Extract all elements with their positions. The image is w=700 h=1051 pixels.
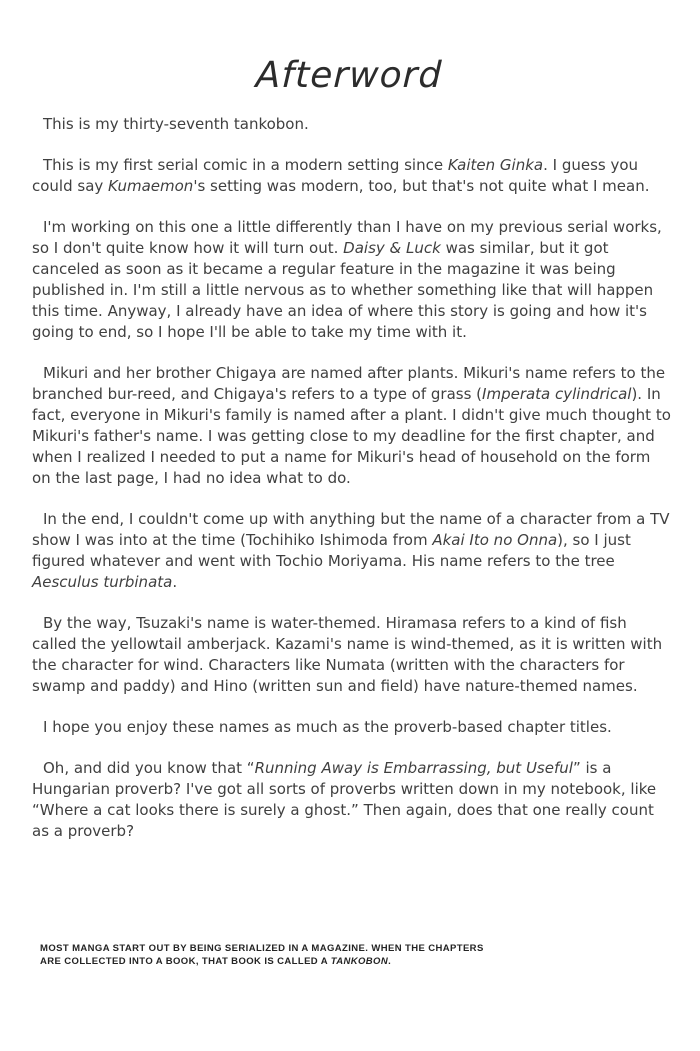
- paragraph: [32, 613, 672, 697]
- italic-title-text: Akai Ito no Onna: [432, 531, 558, 549]
- italic-title-text: Aesculus turbinata: [32, 573, 173, 591]
- body-text: By the way, Tsuzaki's name is water-themed. Hiramasa refers to a kind of fish called the yellowtail amberjack. Kazami's name is wind-themed, as it is written with the character for wind. Characters like Numata (written with the characters for swamp and paddy) and Hino (written sun and field) have nature-themed names.: [32, 614, 663, 695]
- footnote: [40, 942, 500, 968]
- afterword-paragraphs: [32, 114, 672, 842]
- paragraph: [32, 509, 672, 593]
- italic-title-text: TANKOBON: [330, 956, 389, 967]
- body-text: . I guess you could say: [32, 156, 639, 195]
- body-text: ), so I just figured whatever and went with Tochio Moriyama. His name refers to the tree: [32, 531, 631, 570]
- body-text: I hope you enjoy these names as much as the proverb-based chapter titles.: [43, 718, 612, 736]
- body-text: This is my first serial comic in a modern setting since: [43, 156, 448, 174]
- italic-title-text: Running Away is Embarrassing, but Useful: [254, 759, 573, 777]
- body-text: Mikuri and her brother Chigaya are named after plants. Mikuri's name refers to the branched bur-reed, and Chigaya's refers to a type of grass (: [32, 364, 666, 403]
- paragraph: [32, 114, 672, 135]
- paragraph: [32, 363, 672, 489]
- italic-title-text: Kaiten Ginka: [447, 156, 544, 174]
- italic-title-text: Imperata cylindrical: [482, 385, 632, 403]
- page-title: Afterword: [255, 55, 444, 96]
- body-text: .: [172, 573, 178, 591]
- body-text: MOST MANGA START OUT BY BEING SERIALIZED IN A MAGAZINE. WHEN THE CHAPTERS ARE COLLECTED INTO A BOOK, THAT BOOK IS CALLED A: [40, 943, 484, 967]
- body-text: ). In fact, everyone in Mikuri's family is named after a plant. I didn't give much thought to Mikuri's father's name. I was getting close to my deadline for the first chapter, and when I realized I needed to put a name for Mikuri's head of household on the form on the last page, I had no idea what to do.: [32, 385, 671, 487]
- italic-title-text: Kumaemon: [108, 177, 194, 195]
- paragraph: [32, 217, 672, 343]
- paragraph: [32, 717, 672, 738]
- italic-title-text: Daisy & Luck: [343, 239, 441, 257]
- body-text: was similar, but it got canceled as soon as it became a regular feature in the magazine it was being published in. I'm still a little nervous as to whether something like that will happen this time. Anyway, I already have an idea of where this story is going and how it's going to end, so I hope I'll be able to take my time with it.: [32, 239, 654, 341]
- paragraph: [32, 155, 672, 197]
- body-text: I'm working on this one a little differently than I have on my previous serial works, so I don't quite know how it will turn out.: [32, 218, 662, 257]
- body-text: ” is a Hungarian proverb? I've got all sorts of proverbs written down in my notebook, like “Where a cat looks there is surely a ghost.” Then again, does that one really count as a proverb?: [32, 759, 657, 840]
- body-text: This is my thirty-seventh tankobon.: [43, 115, 309, 133]
- paragraph: [32, 758, 672, 842]
- body-text: In the end, I couldn't come up with anything but the name of a character from a TV show I was into at the time (Tochihiko Ishimoda from: [32, 510, 670, 549]
- body-text: Oh, and did you know that “: [43, 759, 255, 777]
- body-text: 's setting was modern, too, but that's not quite what I mean.: [193, 177, 650, 195]
- body-text: .: [388, 956, 392, 967]
